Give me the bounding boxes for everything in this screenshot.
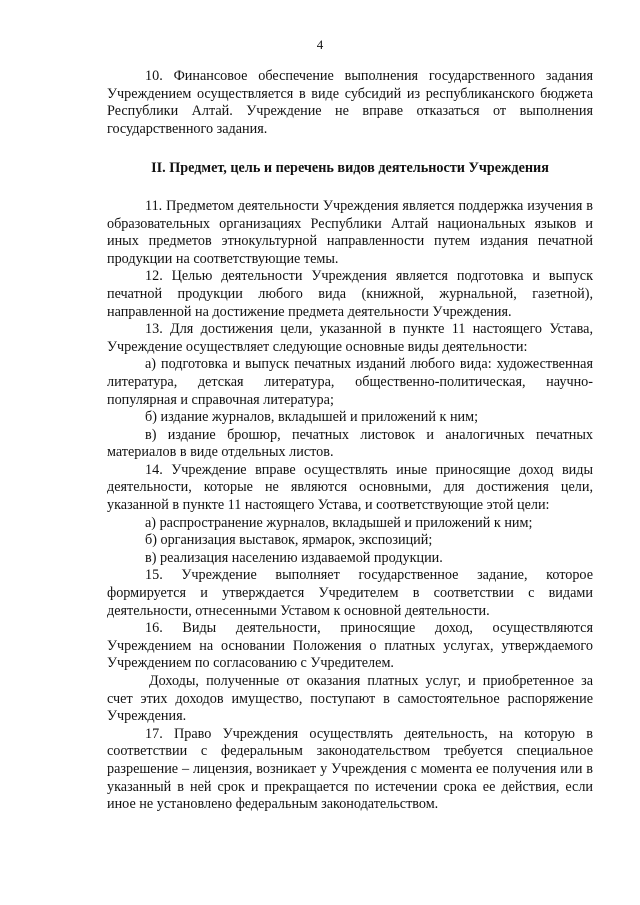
- paragraph-16-income: Доходы, полученные от оказания платных услуг, и приобретенное за счет этих доходов имущество, поступают в самостоятельное распоряжение Учреждения.: [107, 673, 593, 725]
- page-number: 4: [316, 37, 324, 52]
- paragraph-12: 12. Целью деятельности Учреждения является подготовка и выпуск печатной продукции любого вида (книжной, журнальной, газетной), направленной на достижение предмета деятельности Учреждения.: [107, 268, 593, 320]
- paragraph-11: 11. Предметом деятельности Учреждения является поддержка изучения в образовательных организациях Республики Алтай национальных языков и иных предметов этнокультурной направленности путем издания печатной продукции на соответствующие темы.: [107, 197, 593, 267]
- section-heading: II. Предмет, цель и перечень видов деятельности Учреждения: [151, 160, 549, 177]
- paragraph-13: 13. Для достижения цели, указанной в пункте 11 настоящего Устава, Учреждение осуществляет следующие основные виды деятельности:: [107, 321, 593, 355]
- paragraph-15: 15. Учреждение выполняет государственное задание, которое формируется и утверждается Учредителем в соответствии с видами деятельности, отнесенными Уставом к основной деятельности.: [107, 567, 593, 619]
- list-item-13a: а) подготовка и выпуск печатных изданий любого вида: художественная литература, детская литература, общественно-политическая, научно-популярная и справочная литература;: [107, 356, 593, 408]
- list-item-13c: в) издание брошюр, печатных листовок и аналогичных печатных материалов в виде отдельных листов.: [107, 426, 593, 461]
- document-body: [107, 68, 593, 814]
- paragraph-17: 17. Право Учреждения осуществлять деятельность, на которую в соответствии с федеральным законодательством требуется специальное разрешение – лицензия, возникает у Учреждения с момента ее получения или в указанный в ней срок и прекращается по истечении срока ее действия, если иное не установлено федеральным законодательством.: [107, 725, 593, 813]
- paragraph-14: 14. Учреждение вправе осуществлять иные приносящие доход виды деятельности, которые не являются основными, для достижения цели, указанной в пункте 11 настоящего Устава, и соответствующие этой цели:: [107, 461, 593, 514]
- list-item-14c: в) реализация населению издаваемой продукции.: [145, 549, 443, 566]
- list-item-14a: а) распространение журналов, вкладышей и приложений к ним;: [145, 514, 533, 531]
- paragraph-16: 16. Виды деятельности, приносящие доход, осуществляются Учреждением на основании Положения о платных услугах, утверждаемого Учреждением по согласованию с Учредителем.: [107, 620, 593, 672]
- paragraph-10: 10. Финансовое обеспечение выполнения государственного задания Учреждением осуществляется в виде субсидий из республиканского бюджета Республики Алтай. Учреждение не вправе отказаться от выполнения государственного задания.: [107, 68, 593, 137]
- list-item-14b: б) организация выставок, ярмарок, экспозиций;: [145, 532, 433, 549]
- list-item-13b: б) издание журналов, вкладышей и приложений к ним;: [145, 409, 479, 426]
